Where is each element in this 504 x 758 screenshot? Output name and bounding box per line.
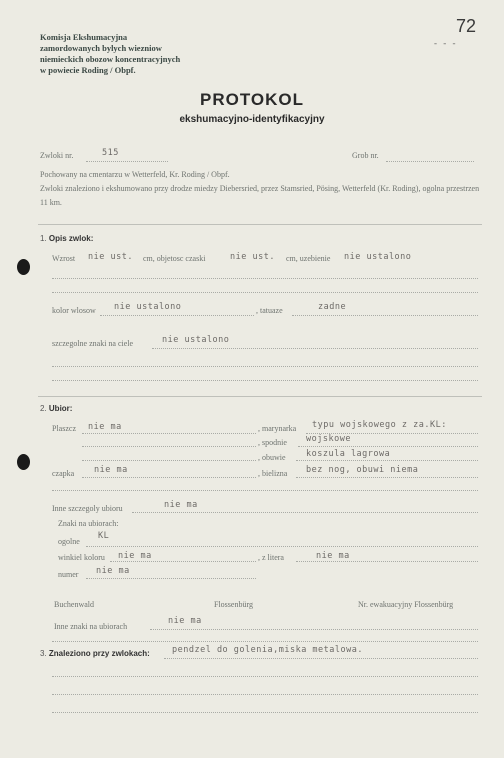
winkiel-value: nie ma	[118, 551, 152, 561]
zwloki-value: 515	[102, 148, 119, 158]
spodnie-value: wojskowe	[306, 434, 351, 444]
zwloki-label: Zwloki nr.	[40, 151, 74, 160]
znaki-na-ciele-label: szczegolne znaki na ciele	[52, 339, 134, 348]
koszula-value: koszula lagrowa	[306, 449, 391, 459]
section-2-title: Ubior:	[48, 404, 73, 413]
section-1-title: Opis zwlok:	[48, 234, 94, 243]
header-line-4: w powiecie Roding / Obpf.	[40, 65, 136, 75]
cm-uzebienie-label: cm, uzebienie	[286, 254, 331, 263]
uzebienie-value: nie ustalono	[344, 252, 412, 262]
wzrost-label: Wzrost	[52, 254, 76, 263]
wzrost-value: nie ust.	[88, 252, 133, 262]
section-2-heading	[40, 404, 72, 413]
header-line-3: niemieckich obozow koncentracyjnych	[40, 54, 181, 64]
inne-znaki-label: Inne znaki na ubiorach	[54, 622, 128, 631]
znaleziono-text: Zwloki znaleziono i ekshumowano przy drodze miedzy Diebersried, przez Stamsried, Pösing, Wetterfeld (Kr. Roding), ogolna przestrzen 11 km.	[40, 184, 480, 207]
kolor-wlosow-label: kolor wlosow	[52, 306, 96, 315]
inne-szczegoly-label: Inne szczegoly ubioru	[52, 504, 123, 513]
evacuation-number-label: Nr. ewakuacyjny Flossenbürg	[358, 600, 454, 609]
obuwie-label: , obuwie	[258, 453, 286, 462]
section-3-number: 3.	[40, 649, 47, 658]
header-line-1: Komisja Ekshumacyjna	[40, 32, 128, 42]
winkiel-label: winkiel koloru	[58, 553, 105, 562]
z-litera-label: , z litera	[258, 553, 284, 562]
tatuaze-label: , tatuaze	[256, 306, 283, 315]
spodnie-label: , spodnie	[258, 438, 287, 447]
plaszcz-label: Plaszcz	[52, 424, 76, 433]
section-3-title: Znaleziono przy zwlokach:	[48, 649, 150, 658]
plaszcz-value: nie ma	[88, 422, 122, 432]
marynarka-label: , marynarka	[258, 424, 297, 433]
commission-header	[40, 32, 180, 76]
czaska-value: nie ust.	[230, 252, 275, 262]
numer-value: nie ma	[96, 566, 130, 576]
buchenwald-label: Buchenwald	[54, 600, 94, 609]
document-subtitle: ekshumacyjno-identyfikacyjny	[179, 114, 325, 125]
punch-hole-bottom	[17, 454, 30, 470]
section-3-heading	[40, 649, 150, 658]
section-3-value: pendzel do golenia,miska metalowa.	[172, 645, 363, 655]
section-2-number: 2.	[40, 404, 47, 413]
inne-znaki-value: nie ma	[168, 616, 202, 626]
znaki-na-ubiorach-label: Znaki na ubiorach:	[58, 519, 119, 528]
czapka-label: czapka	[52, 469, 75, 478]
tatuaze-value: zadne	[318, 302, 347, 312]
document-title: PROTOKOL	[199, 90, 305, 109]
flossenburg-label: Flossenbürg	[214, 600, 253, 609]
corner-marks: - - -	[434, 38, 458, 48]
marynarka-value: typu wojskowego z za.KL:	[312, 420, 447, 430]
grob-label: Grob nr.	[352, 151, 379, 160]
section-1-heading	[40, 234, 93, 243]
bielizna-label: , bielizna	[258, 469, 288, 478]
punch-hole-top	[17, 259, 30, 275]
ogolne-label: ogolne	[58, 537, 80, 546]
section-1-number: 1.	[40, 234, 47, 243]
ogolne-value: KL	[98, 531, 110, 541]
cm-objetosc-label: cm, objetosc czaski	[143, 254, 206, 263]
czapka-value: nie ma	[94, 465, 128, 475]
header-line-2: zamordowanych bylych wiezniow	[40, 43, 162, 53]
pochowany-text: Pochowany na cmentarzu w Wetterfeld, Kr. Roding / Obpf.	[40, 170, 230, 179]
bielizna-value: bez nog, obuwi niema	[306, 465, 419, 475]
page-number: 72	[456, 16, 477, 36]
znaki-na-ciele-value: nie ustalono	[162, 335, 230, 345]
numer-label: numer	[58, 570, 79, 579]
kolor-wlosow-value: nie ustalono	[114, 302, 182, 312]
inne-szczegoly-value: nie ma	[164, 500, 198, 510]
z-litera-value: nie ma	[316, 551, 350, 561]
